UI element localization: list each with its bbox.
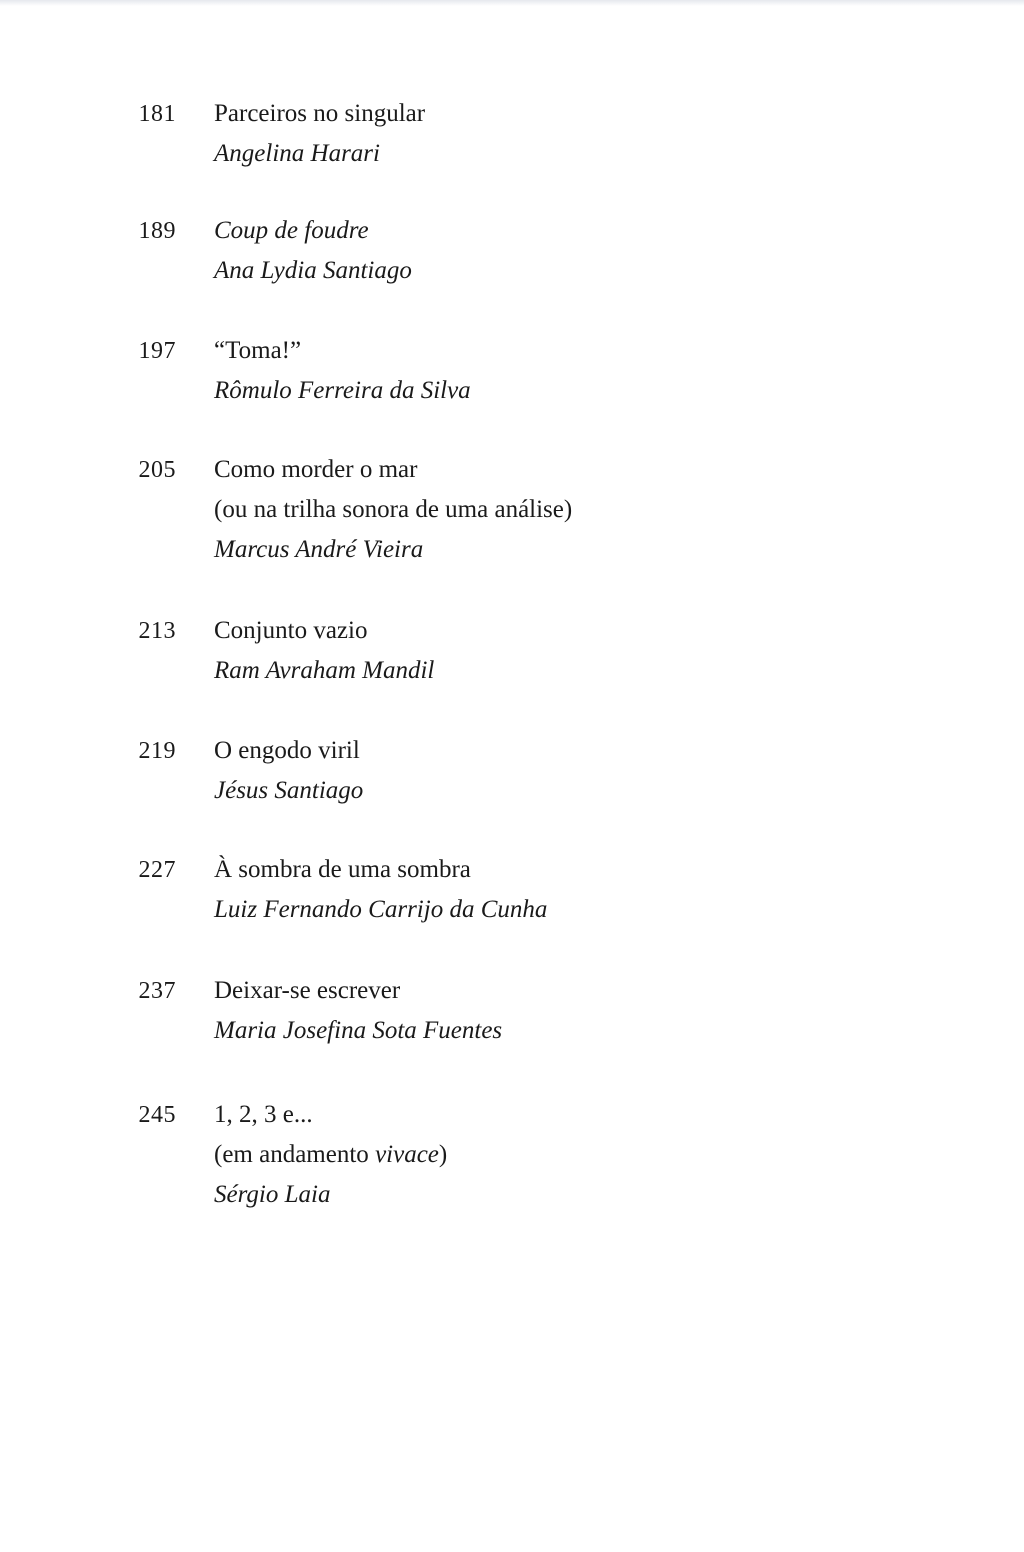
- entry-text: [214, 450, 914, 570]
- title-text: Parceiros no singular: [214, 100, 426, 127]
- entry-author: Luiz Fernando Carrijo da Cunha: [214, 896, 548, 923]
- entry-title-line: [214, 450, 914, 490]
- page-number: 219: [138, 738, 176, 764]
- entry-title-line: [214, 1135, 914, 1175]
- entry-title-line: [214, 211, 914, 251]
- title-text: Como morder o mar: [214, 456, 418, 483]
- entry-author: Maria Josefina Sota Fuentes: [214, 1017, 503, 1044]
- entry-title-line: [214, 850, 914, 890]
- title-text: À sombra de uma sombra: [214, 856, 471, 883]
- entry-text: [214, 971, 914, 1051]
- page-number: 189: [138, 218, 176, 244]
- entry-text: [214, 731, 914, 811]
- title-text: Coup de foudre: [214, 217, 369, 244]
- entry-text: [214, 94, 914, 174]
- page-number: 227: [138, 857, 176, 883]
- entry-text: [214, 1095, 914, 1215]
- entry-text: [214, 850, 914, 930]
- title-text: Conjunto vazio: [214, 617, 368, 644]
- entry-text: [214, 211, 914, 291]
- page-number: 213: [138, 618, 176, 644]
- page-number: 181: [138, 101, 176, 127]
- title-emphasis: vivace: [375, 1141, 439, 1168]
- entry-title-line: [214, 94, 914, 134]
- page-number: 197: [138, 338, 176, 364]
- entry-title-line: [214, 331, 914, 371]
- entry-title-line: [214, 971, 914, 1011]
- entry-author: Sérgio Laia: [214, 1181, 331, 1208]
- entry-author: Rômulo Ferreira da Silva: [214, 377, 471, 404]
- entry-author: Jésus Santiago: [214, 777, 364, 804]
- title-text: 1, 2, 3 e...: [214, 1101, 313, 1128]
- page-number: 245: [138, 1102, 176, 1128]
- entry-title-line: [214, 1095, 914, 1135]
- title-text: Deixar-se escrever: [214, 977, 401, 1004]
- page-number: 205: [138, 457, 176, 483]
- title-text: “Toma!”: [214, 337, 302, 364]
- entry-text: [214, 331, 914, 411]
- entry-author: Angelina Harari: [214, 140, 380, 167]
- entry-text: [214, 611, 914, 691]
- entry-author: Ram Avraham Mandil: [214, 657, 435, 684]
- title-text-end: ): [438, 1141, 448, 1168]
- page-number: 237: [138, 978, 176, 1004]
- entry-author: Ana Lydia Santiago: [214, 257, 412, 284]
- entry-title-line: [214, 611, 914, 651]
- title-text: (ou na trilha sonora de uma análise): [214, 496, 573, 523]
- title-text: O engodo viril: [214, 737, 360, 764]
- entry-title-line: [214, 490, 914, 530]
- entry-title-line: [214, 731, 914, 771]
- title-text: (em andamento: [214, 1141, 376, 1168]
- entry-author: Marcus André Vieira: [214, 536, 424, 563]
